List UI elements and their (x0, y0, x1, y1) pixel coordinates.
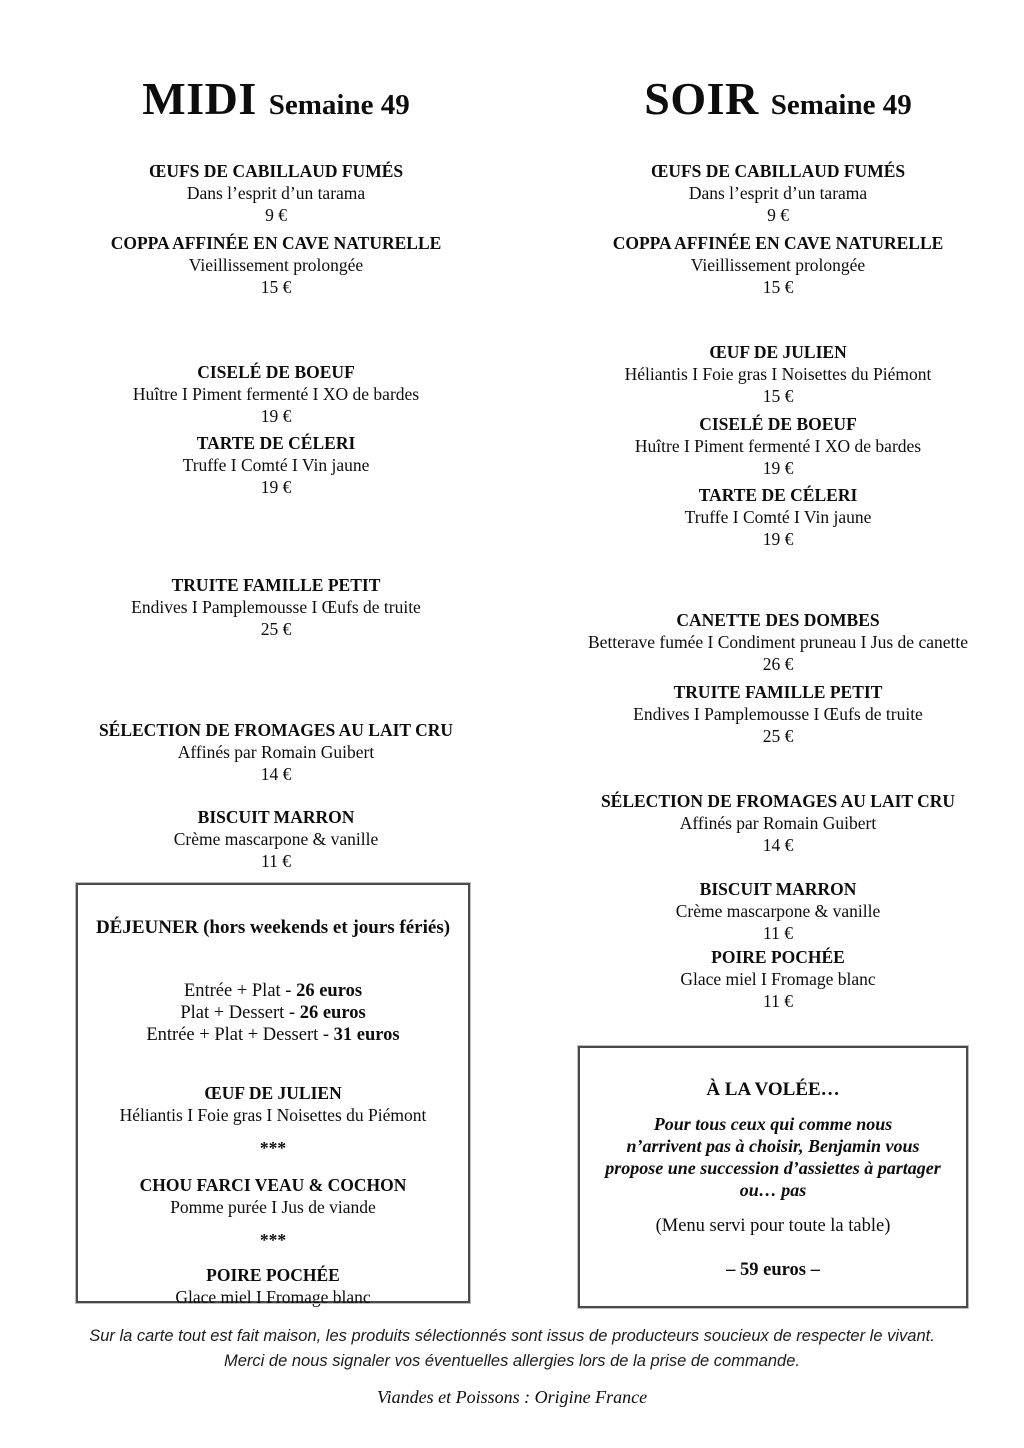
item-name: ŒUF DE JULIEN (709, 342, 847, 362)
item-price: 14 € (762, 835, 794, 855)
item-price: 25 € (260, 619, 292, 639)
volee-pitch (587, 1113, 959, 1201)
dejeuner-box (76, 883, 470, 1307)
item-price: 19 € (260, 406, 292, 426)
course-name: POIRE POCHÉE (206, 1265, 340, 1285)
course-desc: Pomme purée I Jus de viande (170, 1197, 376, 1217)
item-name: SÉLECTION DE FROMAGES AU LAIT CRU (600, 791, 956, 811)
formula-price: 26 euros (296, 981, 363, 1001)
menu-item (558, 160, 998, 226)
item-name: POIRE POCHÉE (711, 947, 845, 967)
menu-item (558, 681, 998, 747)
footer-line: Merci de nous signaler vos éventuelles allergies lors de la prise de commande. (224, 1352, 800, 1370)
menu-item (558, 878, 998, 944)
item-name: COPPA AFFINÉE EN CAVE NATURELLE (110, 233, 442, 253)
item-name: BISCUIT MARRON (197, 807, 355, 827)
item-desc: Betterave fumée I Condiment pruneau I Jus de canette (588, 632, 968, 652)
item-price: 11 € (763, 991, 793, 1011)
item-price: 26 € (762, 654, 794, 674)
item-name: BISCUIT MARRON (699, 879, 857, 899)
menu-item (56, 806, 496, 872)
item-desc: Affinés par Romain Guibert (177, 742, 375, 762)
pitch-line: n’arrivent pas à choisir, Benjamin vous (626, 1136, 920, 1156)
soir-week-label: Semaine 49 (770, 89, 912, 121)
item-name: SÉLECTION DE FROMAGES AU LAIT CRU (98, 720, 454, 740)
formula-price: 31 euros (333, 1025, 400, 1045)
item-price: 19 € (762, 529, 794, 549)
item-desc: Vieillissement prolongée (188, 255, 364, 275)
course-desc: Glace miel I Fromage blanc (175, 1287, 371, 1307)
item-price: 15 € (762, 386, 794, 406)
item-desc: Endives I Pamplemousse I Œufs de truite (131, 597, 421, 617)
pitch-line: ou… pas (739, 1180, 807, 1200)
midi-week-label: Semaine 49 (268, 89, 410, 121)
pitch-line: Pour tous ceux qui comme nous (653, 1114, 893, 1134)
item-desc: Huître I Piment fermenté I XO de bardes (132, 384, 420, 404)
item-name: ŒUFS DE CABILLAUD FUMÉS (650, 161, 906, 181)
item-desc: Crème mascarpone & vanille (173, 829, 379, 849)
course-separator: *** (259, 1230, 287, 1250)
dejeuner-heading: DÉJEUNER (hors weekends et jours fériés) (95, 917, 451, 938)
item-desc: Truffe I Comté I Vin jaune (182, 455, 370, 475)
course-name: CHOU FARCI VEAU & COCHON (139, 1175, 407, 1195)
item-price: 11 € (763, 923, 793, 943)
formula-label: Plat + Dessert - (180, 1003, 296, 1023)
course-name: ŒUF DE JULIEN (204, 1083, 342, 1103)
dejeuner-course (78, 1174, 468, 1218)
menu-item (558, 232, 998, 298)
formula-line (78, 980, 468, 1002)
item-name: COPPA AFFINÉE EN CAVE NATURELLE (612, 233, 944, 253)
formula-line (78, 1024, 468, 1046)
formula-price: 26 euros (299, 1003, 366, 1023)
soir-title-text: SOIR (644, 73, 759, 124)
midi-title (56, 73, 496, 128)
menu-item (56, 232, 496, 298)
footer-note (0, 1324, 1024, 1374)
item-name: ŒUFS DE CABILLAUD FUMÉS (148, 161, 404, 181)
menu-item (56, 160, 496, 226)
item-price: 19 € (260, 477, 292, 497)
dejeuner-formulas (78, 980, 468, 1046)
course-desc: Héliantis I Foie gras I Noisettes du Piémont (119, 1105, 427, 1125)
pitch-line: propose une succession d’assiettes à partager (605, 1158, 941, 1178)
volee-price: – 59 euros – (726, 1260, 820, 1280)
midi-title-text: MIDI (142, 73, 257, 124)
volee-note: (Menu servi pour toute la table) (655, 1216, 891, 1236)
formula-label: Entrée + Plat - (183, 981, 292, 1001)
item-desc: Glace miel I Fromage blanc (680, 969, 876, 989)
item-name: TRUITE FAMILLE PETIT (673, 682, 883, 702)
item-desc: Dans l’esprit d’un tarama (186, 183, 366, 203)
item-desc: Dans l’esprit d’un tarama (688, 183, 868, 203)
menu-item (56, 719, 496, 785)
item-price: 14 € (260, 764, 292, 784)
menu-item (558, 946, 998, 1012)
item-name: CISELÉ DE BOEUF (699, 414, 857, 434)
item-price: 25 € (762, 726, 794, 746)
course-separator: *** (259, 1138, 287, 1158)
menu-item (558, 790, 998, 856)
a-la-volee-box (578, 1046, 968, 1308)
item-desc: Endives I Pamplemousse I Œufs de truite (633, 704, 923, 724)
soir-title (558, 73, 998, 128)
item-price: 15 € (762, 277, 794, 297)
item-desc: Truffe I Comté I Vin jaune (684, 507, 872, 527)
footer-origin: Viandes et Poissons : Origine France (376, 1387, 648, 1407)
formula-label: Entrée + Plat + Dessert - (146, 1025, 330, 1045)
item-desc: Affinés par Romain Guibert (679, 813, 877, 833)
menu-item (558, 609, 998, 675)
item-desc: Crème mascarpone & vanille (675, 901, 881, 921)
volee-heading: À LA VOLÉE… (706, 1079, 840, 1100)
menu-item (56, 574, 496, 640)
formula-line (78, 1002, 468, 1024)
item-desc: Vieillissement prolongée (690, 255, 866, 275)
item-name: TARTE DE CÉLERI (196, 433, 356, 453)
menu-item (56, 361, 496, 427)
item-desc: Huître I Piment fermenté I XO de bardes (634, 436, 922, 456)
dejeuner-course (78, 1082, 468, 1126)
menu-item (56, 432, 496, 498)
item-price: 9 € (767, 205, 789, 225)
item-desc: Héliantis I Foie gras I Noisettes du Piémont (624, 364, 932, 384)
menu-item (558, 413, 998, 479)
item-name: CISELÉ DE BOEUF (197, 362, 355, 382)
item-price: 11 € (261, 851, 291, 871)
item-price: 19 € (762, 458, 794, 478)
footer-line: Sur la carte tout est fait maison, les produits sélectionnés sont issus de producteurs soucieux de respecter le vivant. (89, 1327, 935, 1345)
item-name: CANETTE DES DOMBES (676, 610, 880, 630)
item-name: TRUITE FAMILLE PETIT (171, 575, 381, 595)
item-price: 15 € (260, 277, 292, 297)
menu-item (558, 341, 998, 407)
menu-item (558, 484, 998, 550)
item-name: TARTE DE CÉLERI (698, 485, 858, 505)
item-price: 9 € (265, 205, 287, 225)
dejeuner-course (78, 1264, 468, 1308)
